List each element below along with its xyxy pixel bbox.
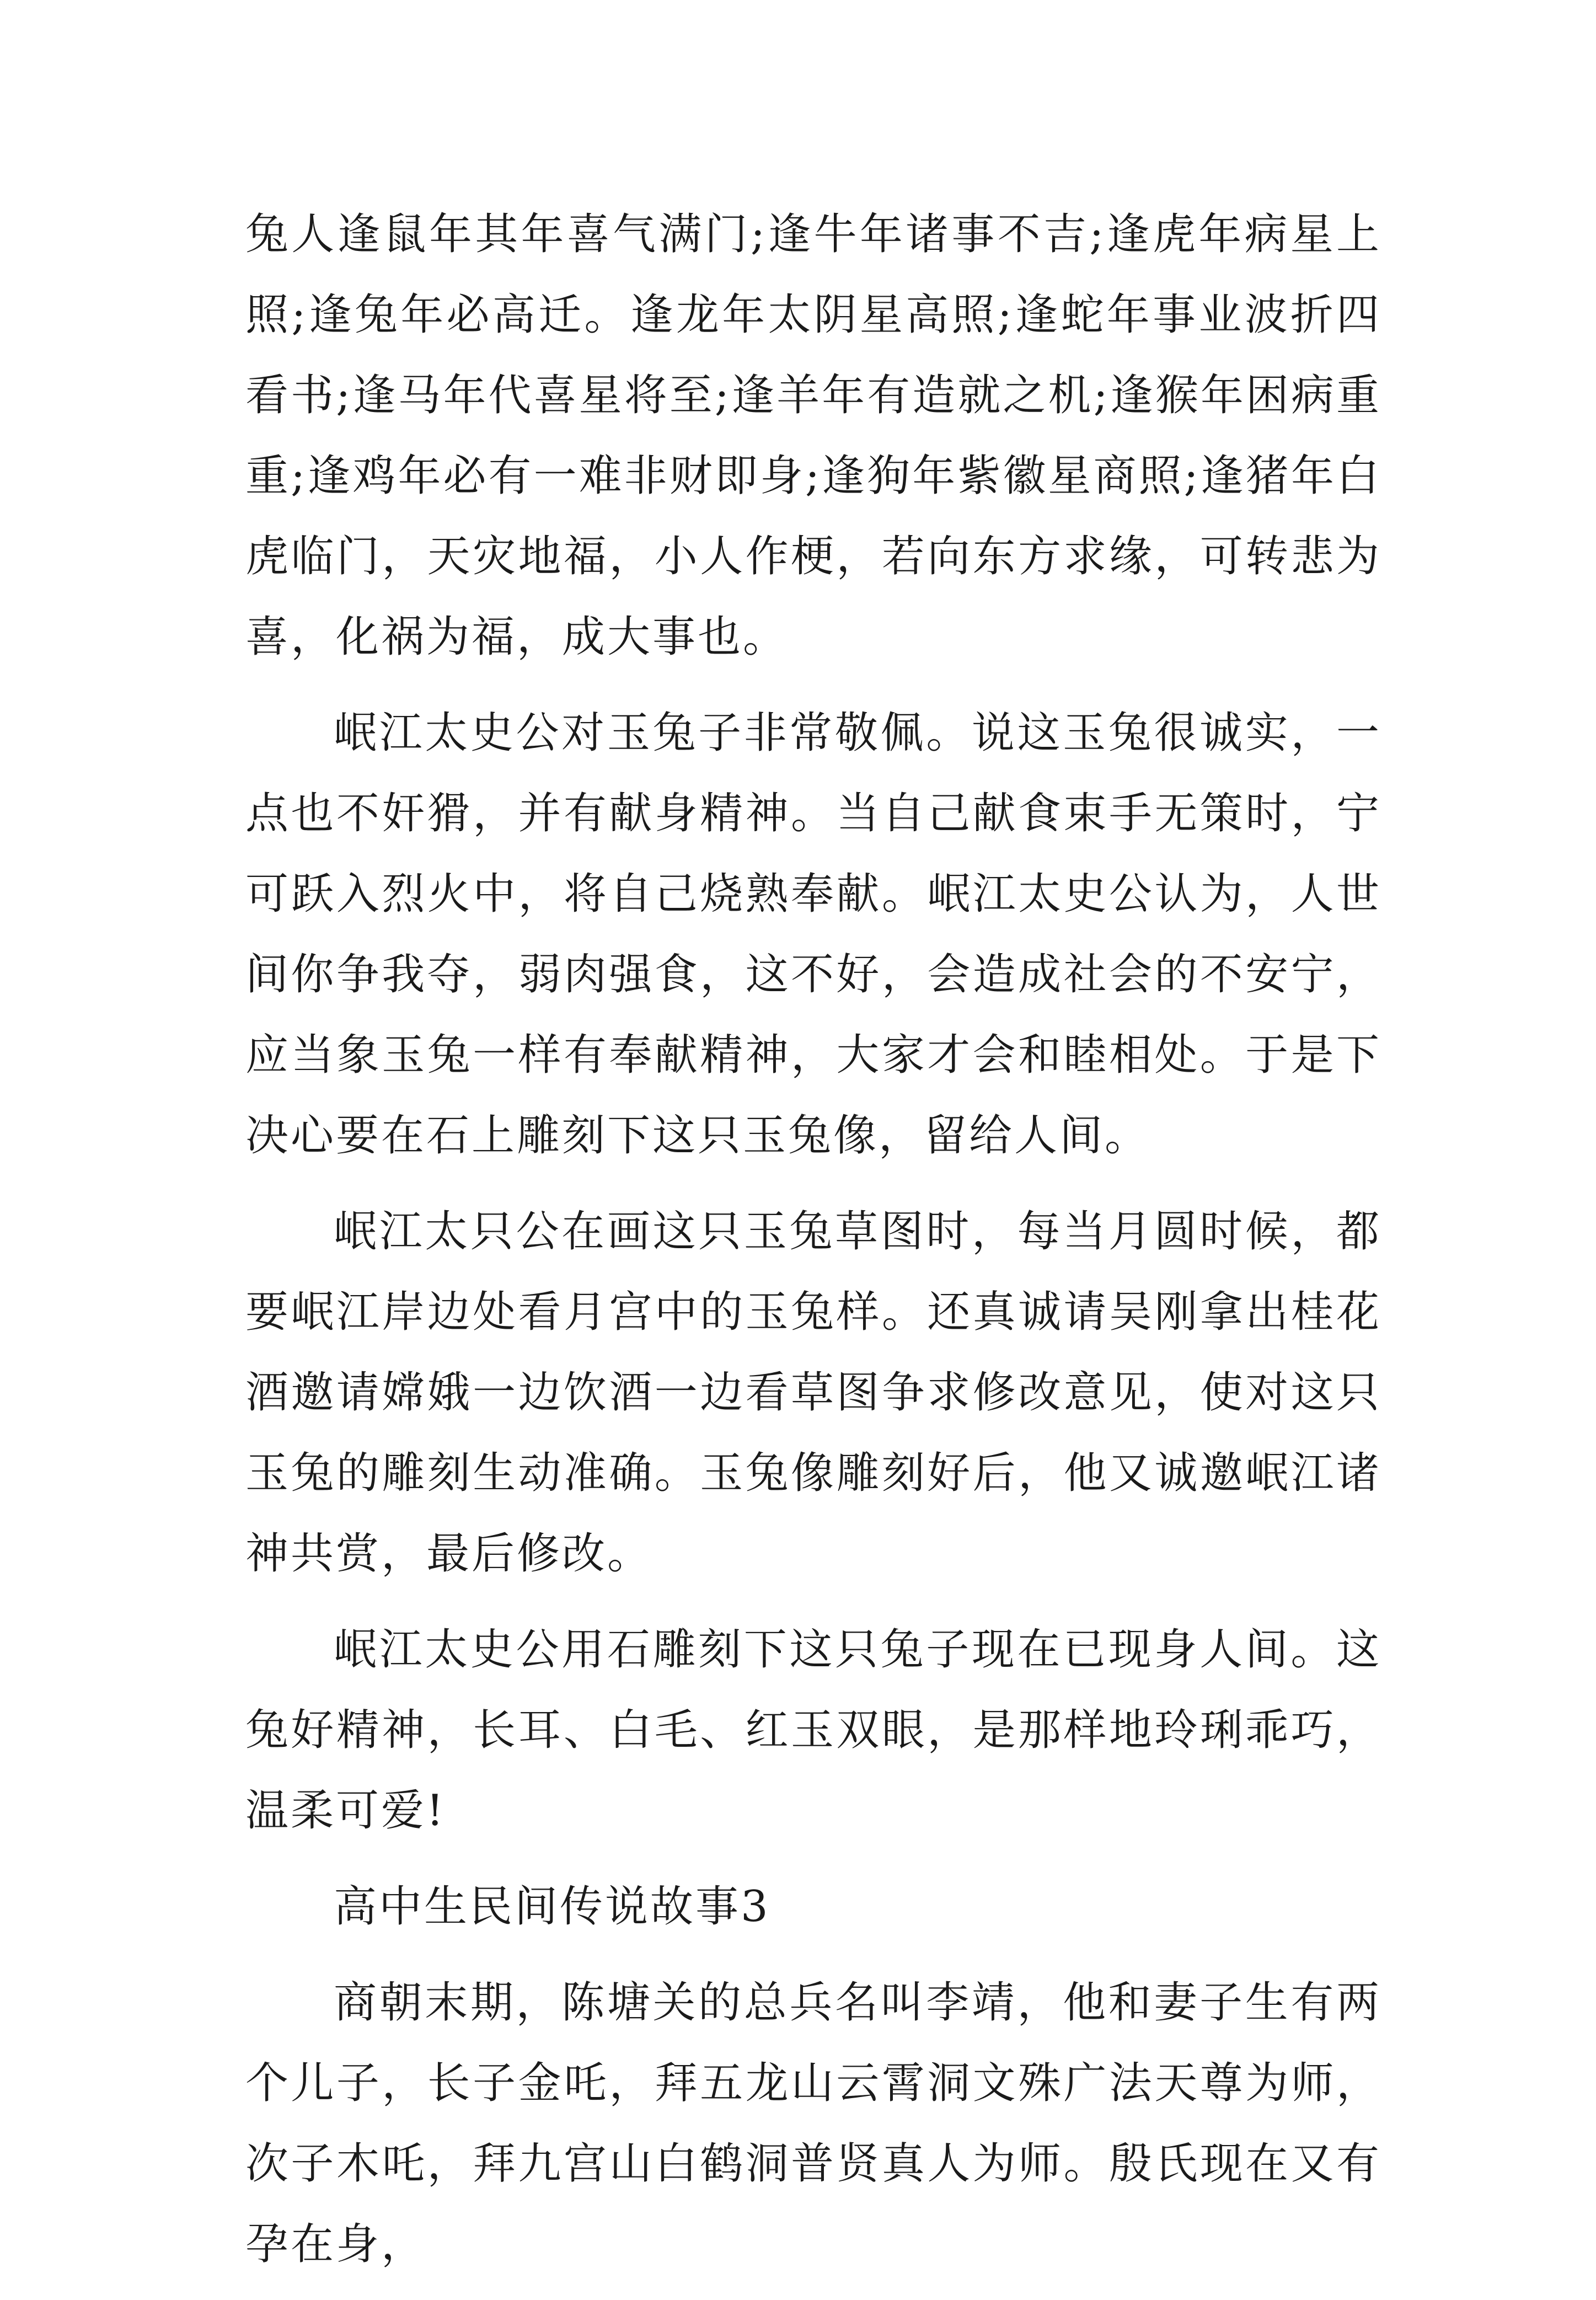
- paragraph-stone-rabbit: 岷江太史公用石雕刻下这只兔子现在已现身人间。这兔好精神，长耳、白毛、红玉双眼，是那样地玲琍乖巧，温柔可爱!: [245, 1625, 1381, 1836]
- document-body: [245, 194, 1381, 2300]
- paragraph-drawing-sketch: 岷江太只公在画这只玉兔草图时，每当月圆时候，都要岷江岸边处看月宫中的玉兔样。还真诚请吴刚拿出桂花酒邀请嫦娥一边饮酒一边看草图争求修改意见，使对这只玉兔的雕刻生动准确。玉兔像雕刻好后，他又诚邀岷江诸神共赏，最后修改。: [245, 1207, 1381, 1579]
- paragraph-taishigong-admiration: 岷江太史公对玉兔子非常敬佩。说这玉兔很诚实，一点也不奸猾，并有献身精神。当自己献食束手无策时，宁可跃入烈火中，将自己烧熟奉献。岷江太史公认为，人世间你争我夺，弱肉强食，这不好，会造成社会的不安宁，应当象玉兔一样有奉献精神，大家才会和睦相处。于是下决心要在石上雕刻下这只玉兔像，留给人间。: [245, 708, 1381, 1160]
- section-heading: 高中生民间传说故事3: [334, 1882, 770, 1932]
- paragraph-zodiac-fortune: 兔人逢鼠年其年喜气满门;逢牛年诸事不吉;逢虎年病星上照;逢兔年必高迁。逢龙年太阴星高照;逢蛇年事业波折四看书;逢马年代喜星将至;逢羊年有造就之机;逢猴年困病重重;逢鸡年必有一难非财即身;逢狗年紫徽星商照;逢猪年白虎临门，天灾地福，小人作梗，若向东方求缘，可转悲为喜，化祸为福，成大事也。: [245, 210, 1381, 662]
- paragraph-shang-dynasty: 商朝末期，陈塘关的总兵名叫李靖，他和妻子生有两个儿子，长子金吒，拜五龙山云霄洞文殊广法天尊为师，次子木吒，拜九宫山白鹤洞普贤真人为师。殷氏现在又有孕在身，: [245, 1978, 1381, 2269]
